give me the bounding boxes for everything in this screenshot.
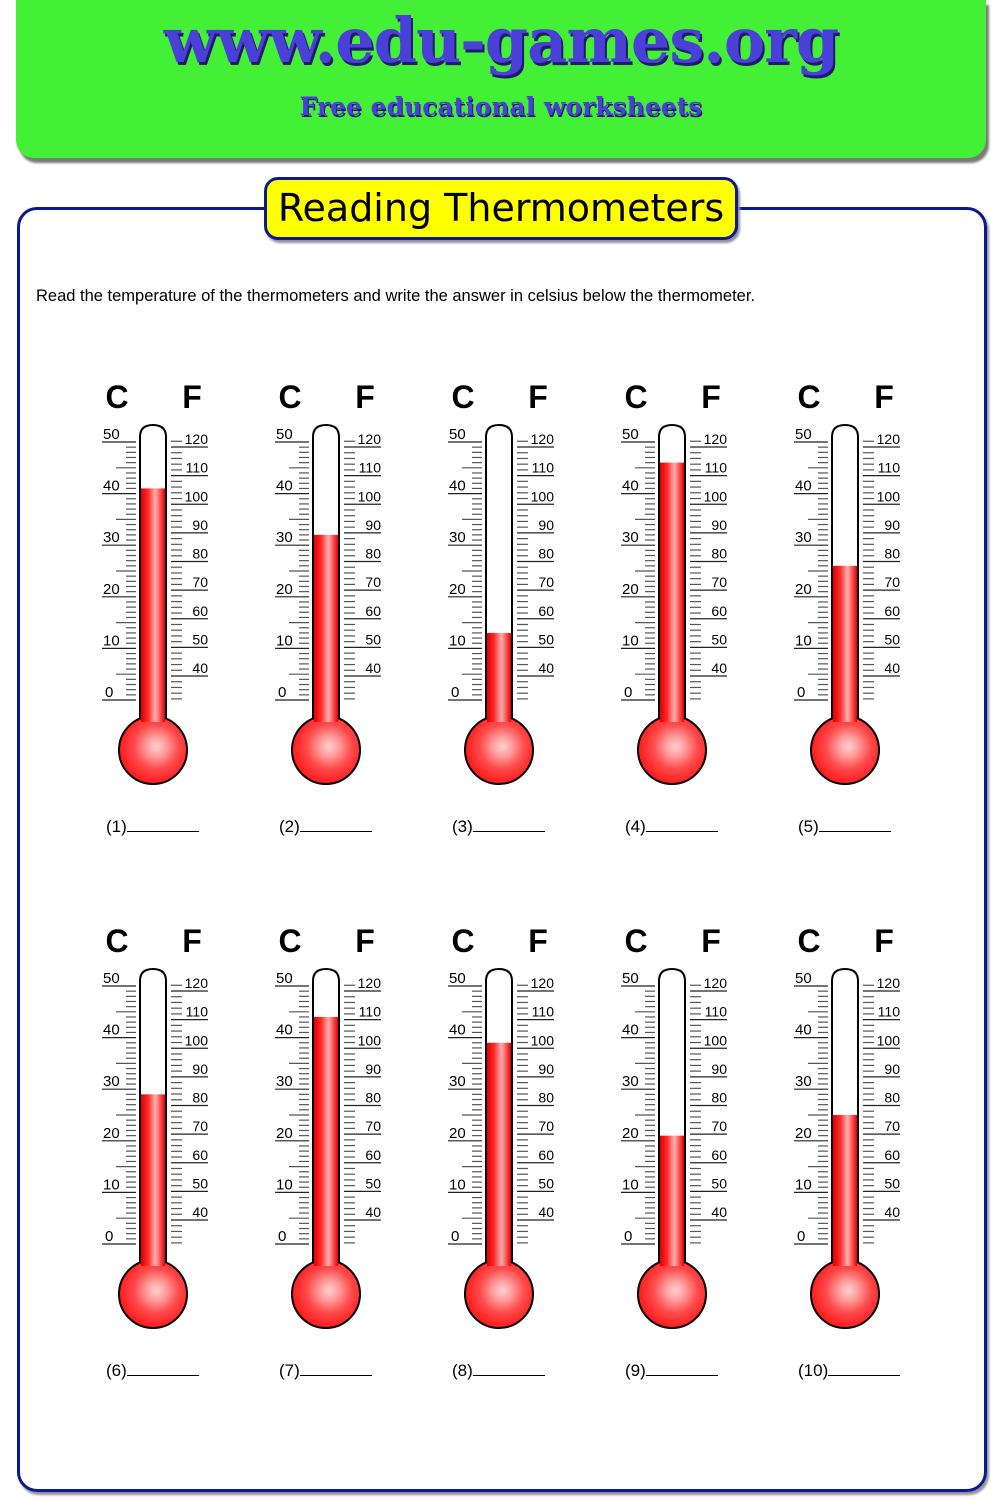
svg-text:50: 50: [795, 426, 812, 443]
svg-text:120: 120: [184, 431, 208, 447]
svg-text:110: 110: [358, 1003, 381, 1020]
svg-text:10: 10: [276, 632, 293, 650]
svg-text:80: 80: [365, 1089, 381, 1106]
svg-text:20: 20: [276, 580, 293, 598]
svg-text:110: 110: [877, 459, 900, 476]
thermometer-6: [100, 914, 273, 1384]
svg-text:40: 40: [622, 477, 639, 495]
svg-text:90: 90: [538, 516, 554, 533]
answer-number: (9): [625, 1361, 646, 1380]
svg-text:40: 40: [538, 660, 554, 676]
answer-number: (8): [452, 1361, 473, 1380]
answer-number: (1): [106, 817, 127, 836]
answer-blank[interactable]: [819, 819, 891, 832]
thermometer-2: [273, 370, 446, 840]
svg-text:10: 10: [622, 1176, 639, 1194]
svg-text:20: 20: [622, 580, 639, 598]
svg-text:100: 100: [184, 488, 208, 505]
svg-text:0: 0: [624, 684, 633, 701]
svg-text:80: 80: [192, 545, 208, 562]
answer-field-6[interactable]: [106, 1361, 199, 1381]
svg-text:90: 90: [711, 516, 727, 533]
celsius-label: C: [451, 379, 475, 415]
svg-text:50: 50: [711, 631, 727, 648]
site-banner: [16, 0, 986, 158]
svg-text:20: 20: [276, 1124, 293, 1142]
svg-text:80: 80: [365, 545, 381, 562]
svg-text:100: 100: [184, 1032, 208, 1049]
svg-text:60: 60: [884, 602, 900, 619]
svg-text:20: 20: [449, 580, 466, 598]
answer-field-5[interactable]: [798, 817, 891, 837]
thermometer-7: [273, 914, 446, 1384]
fahrenheit-label: F: [701, 379, 721, 415]
svg-text:70: 70: [365, 1118, 381, 1135]
svg-text:50: 50: [795, 970, 812, 987]
svg-text:70: 70: [538, 574, 554, 591]
fahrenheit-label: F: [528, 923, 548, 959]
svg-text:40: 40: [538, 1204, 554, 1220]
svg-text:40: 40: [884, 1204, 900, 1220]
answer-blank[interactable]: [300, 1363, 372, 1376]
svg-text:80: 80: [711, 545, 727, 562]
svg-text:100: 100: [357, 488, 381, 505]
svg-text:60: 60: [192, 1146, 208, 1163]
svg-text:70: 70: [538, 1118, 554, 1135]
answer-field-7[interactable]: [279, 1361, 372, 1381]
svg-text:40: 40: [103, 477, 120, 495]
fahrenheit-label: F: [874, 379, 894, 415]
answer-blank[interactable]: [646, 819, 718, 832]
svg-text:40: 40: [192, 1204, 208, 1220]
answer-blank[interactable]: [828, 1363, 900, 1376]
answer-blank[interactable]: [127, 819, 199, 832]
celsius-label: C: [451, 923, 475, 959]
thermometer-1: [100, 370, 273, 840]
svg-text:0: 0: [105, 684, 114, 701]
svg-text:60: 60: [365, 1146, 381, 1163]
fahrenheit-label: F: [182, 379, 202, 415]
svg-text:10: 10: [795, 1176, 812, 1194]
svg-text:110: 110: [531, 459, 554, 476]
svg-text:40: 40: [276, 1021, 293, 1039]
thermometer-graphic: [446, 914, 619, 1344]
svg-text:100: 100: [703, 1032, 727, 1049]
thermometer-graphic: [619, 370, 792, 800]
svg-text:10: 10: [449, 1176, 466, 1194]
svg-text:80: 80: [538, 545, 554, 562]
svg-text:10: 10: [276, 1176, 293, 1194]
svg-text:80: 80: [884, 1089, 900, 1106]
svg-text:10: 10: [103, 632, 120, 650]
svg-text:110: 110: [531, 1003, 554, 1020]
svg-text:30: 30: [449, 529, 466, 547]
svg-text:50: 50: [192, 631, 208, 648]
svg-text:100: 100: [703, 488, 727, 505]
thermometer-graphic: [446, 370, 619, 800]
svg-text:90: 90: [884, 1060, 900, 1077]
svg-text:120: 120: [184, 975, 208, 991]
svg-text:30: 30: [449, 1073, 466, 1091]
answer-number: (4): [625, 817, 646, 836]
svg-text:0: 0: [105, 1228, 114, 1245]
svg-text:30: 30: [795, 529, 812, 547]
svg-text:30: 30: [276, 529, 293, 547]
worksheet-title: Reading Thermometers: [264, 177, 738, 240]
svg-text:30: 30: [276, 1073, 293, 1091]
svg-text:10: 10: [795, 632, 812, 650]
fahrenheit-label: F: [182, 923, 202, 959]
svg-text:40: 40: [103, 1021, 120, 1039]
svg-text:120: 120: [357, 431, 381, 447]
svg-text:50: 50: [103, 426, 120, 443]
svg-text:80: 80: [884, 545, 900, 562]
svg-text:90: 90: [884, 516, 900, 533]
answer-blank[interactable]: [646, 1363, 718, 1376]
answer-number: (3): [452, 817, 473, 836]
instructions-text: Read the temperature of the thermometers and write the answer in celsius below the thermometer.: [36, 287, 756, 305]
svg-text:60: 60: [884, 1146, 900, 1163]
thermometer-8: [446, 914, 619, 1384]
answer-field-2[interactable]: [279, 817, 372, 837]
thermometer-9: [619, 914, 792, 1384]
svg-text:0: 0: [624, 1228, 633, 1245]
svg-text:90: 90: [365, 1060, 381, 1077]
answer-blank[interactable]: [300, 819, 372, 832]
svg-text:0: 0: [797, 1228, 806, 1245]
celsius-label: C: [105, 379, 129, 415]
svg-text:50: 50: [538, 631, 554, 648]
svg-text:30: 30: [103, 1073, 120, 1091]
svg-text:100: 100: [530, 488, 554, 505]
answer-field-9[interactable]: [625, 1361, 718, 1381]
svg-text:80: 80: [192, 1089, 208, 1106]
svg-text:70: 70: [711, 574, 727, 591]
svg-text:90: 90: [192, 516, 208, 533]
svg-text:50: 50: [884, 631, 900, 648]
answer-field-3[interactable]: [452, 817, 545, 837]
answer-number: (10): [798, 1361, 829, 1380]
thermometer-graphic: [273, 370, 446, 800]
thermometer-10: [792, 914, 965, 1384]
celsius-label: C: [105, 923, 129, 959]
svg-text:20: 20: [795, 1124, 812, 1142]
svg-text:0: 0: [451, 1228, 460, 1245]
svg-text:50: 50: [192, 1175, 208, 1192]
svg-text:20: 20: [795, 580, 812, 598]
svg-text:90: 90: [192, 1060, 208, 1077]
svg-text:40: 40: [449, 1021, 466, 1039]
thermometer-graphic: [792, 370, 965, 800]
svg-text:30: 30: [795, 1073, 812, 1091]
svg-text:0: 0: [278, 1228, 287, 1245]
svg-text:90: 90: [538, 1060, 554, 1077]
svg-text:70: 70: [884, 1118, 900, 1135]
answer-blank[interactable]: [127, 1363, 199, 1376]
svg-text:120: 120: [703, 975, 727, 991]
thermometer-graphic: [100, 914, 273, 1344]
svg-text:50: 50: [449, 970, 466, 987]
thermometer-graphic: [619, 914, 792, 1344]
svg-text:80: 80: [538, 1089, 554, 1106]
svg-text:60: 60: [711, 602, 727, 619]
svg-text:30: 30: [103, 529, 120, 547]
answer-blank[interactable]: [473, 1363, 545, 1376]
svg-text:40: 40: [365, 660, 381, 676]
svg-text:110: 110: [704, 1003, 727, 1020]
svg-text:20: 20: [622, 1124, 639, 1142]
svg-text:100: 100: [876, 488, 900, 505]
fahrenheit-label: F: [874, 923, 894, 959]
svg-text:60: 60: [538, 602, 554, 619]
svg-text:40: 40: [276, 477, 293, 495]
svg-text:20: 20: [103, 580, 120, 598]
celsius-label: C: [797, 379, 821, 415]
svg-text:50: 50: [276, 426, 293, 443]
celsius-label: C: [624, 923, 648, 959]
fahrenheit-label: F: [528, 379, 548, 415]
svg-text:90: 90: [711, 1060, 727, 1077]
site-subtitle: Free educational worksheets: [299, 92, 703, 121]
celsius-label: C: [278, 923, 302, 959]
svg-text:20: 20: [103, 1124, 120, 1142]
svg-text:110: 110: [358, 459, 381, 476]
svg-text:10: 10: [622, 632, 639, 650]
answer-number: (6): [106, 1361, 127, 1380]
svg-text:90: 90: [365, 516, 381, 533]
celsius-label: C: [278, 379, 302, 415]
svg-text:60: 60: [538, 1146, 554, 1163]
svg-text:40: 40: [795, 477, 812, 495]
svg-text:50: 50: [449, 426, 466, 443]
answer-number: (2): [279, 817, 300, 836]
svg-text:0: 0: [797, 684, 806, 701]
answer-field-4[interactable]: [625, 817, 718, 837]
celsius-label: C: [624, 379, 648, 415]
svg-text:120: 120: [357, 975, 381, 991]
svg-text:70: 70: [711, 1118, 727, 1135]
fahrenheit-label: F: [701, 923, 721, 959]
svg-text:50: 50: [711, 1175, 727, 1192]
svg-text:0: 0: [278, 684, 287, 701]
answer-field-10[interactable]: [798, 1361, 900, 1381]
svg-text:70: 70: [365, 574, 381, 591]
svg-text:60: 60: [192, 602, 208, 619]
svg-text:50: 50: [538, 1175, 554, 1192]
svg-text:120: 120: [530, 975, 554, 991]
fahrenheit-label: F: [355, 379, 375, 415]
svg-text:50: 50: [884, 1175, 900, 1192]
svg-text:60: 60: [365, 602, 381, 619]
svg-text:110: 110: [704, 459, 727, 476]
svg-text:0: 0: [451, 684, 460, 701]
svg-text:50: 50: [365, 631, 381, 648]
fahrenheit-label: F: [355, 923, 375, 959]
svg-text:120: 120: [876, 431, 900, 447]
svg-text:30: 30: [622, 529, 639, 547]
svg-text:20: 20: [449, 1124, 466, 1142]
svg-text:60: 60: [711, 1146, 727, 1163]
svg-text:50: 50: [365, 1175, 381, 1192]
answer-field-8[interactable]: [452, 1361, 545, 1381]
answer-field-1[interactable]: [106, 817, 199, 837]
site-title: www.edu-games.org: [163, 4, 839, 77]
thermometer-graphic: [100, 370, 273, 800]
celsius-label: C: [797, 923, 821, 959]
svg-text:40: 40: [622, 1021, 639, 1039]
svg-text:50: 50: [622, 970, 639, 987]
thermometer-graphic: [792, 914, 965, 1344]
answer-number: (7): [279, 1361, 300, 1380]
svg-text:100: 100: [876, 1032, 900, 1049]
thermometer-4: [619, 370, 792, 840]
svg-text:110: 110: [185, 459, 208, 476]
svg-text:110: 110: [185, 1003, 208, 1020]
svg-text:40: 40: [711, 660, 727, 676]
svg-text:80: 80: [711, 1089, 727, 1106]
svg-text:120: 120: [530, 431, 554, 447]
answer-blank[interactable]: [473, 819, 545, 832]
thermometer-3: [446, 370, 619, 840]
thermometer-5: [792, 370, 965, 840]
thermometer-graphic: [273, 914, 446, 1344]
svg-text:120: 120: [876, 975, 900, 991]
svg-text:10: 10: [449, 632, 466, 650]
svg-text:110: 110: [877, 1003, 900, 1020]
svg-text:50: 50: [622, 426, 639, 443]
svg-text:40: 40: [711, 1204, 727, 1220]
svg-text:40: 40: [884, 660, 900, 676]
svg-text:30: 30: [622, 1073, 639, 1091]
svg-text:50: 50: [276, 970, 293, 987]
answer-number: (5): [798, 817, 819, 836]
svg-text:50: 50: [103, 970, 120, 987]
svg-text:70: 70: [192, 1118, 208, 1135]
svg-text:40: 40: [795, 1021, 812, 1039]
svg-text:70: 70: [884, 574, 900, 591]
svg-text:40: 40: [449, 477, 466, 495]
svg-text:120: 120: [703, 431, 727, 447]
svg-text:40: 40: [365, 1204, 381, 1220]
svg-text:40: 40: [192, 660, 208, 676]
svg-text:70: 70: [192, 574, 208, 591]
svg-text:100: 100: [530, 1032, 554, 1049]
svg-text:100: 100: [357, 1032, 381, 1049]
svg-text:10: 10: [103, 1176, 120, 1194]
